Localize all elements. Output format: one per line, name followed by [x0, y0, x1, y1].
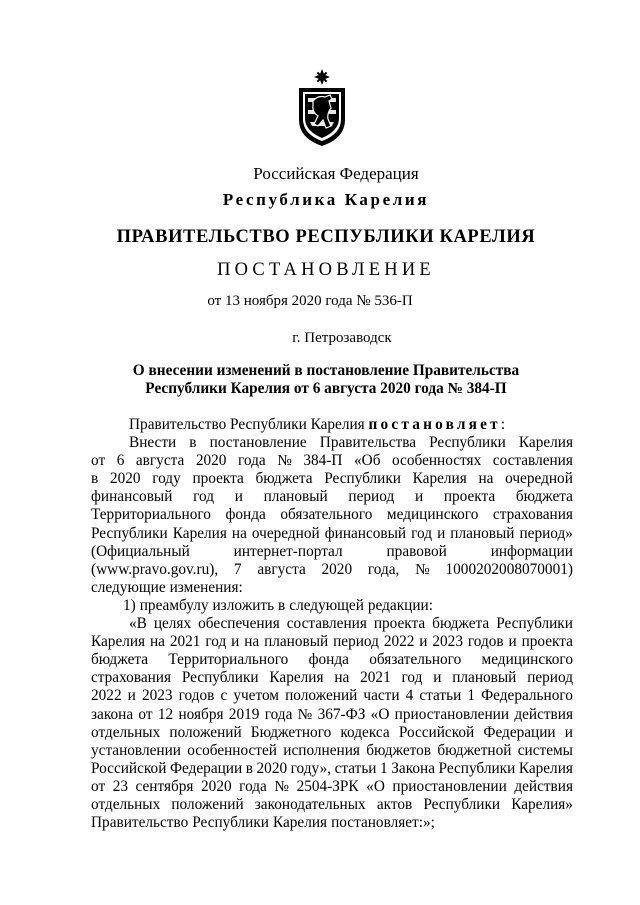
body-word: Правительства	[319, 434, 417, 452]
body-word: очередной	[505, 470, 573, 488]
body-word: преамбулу	[139, 596, 209, 614]
body-word: и	[508, 633, 517, 651]
body-word: период»	[519, 524, 573, 542]
body-word: года	[237, 452, 266, 470]
body-word: год	[411, 524, 433, 542]
body-line	[91, 561, 573, 579]
body-word: и	[564, 723, 573, 741]
body-word: Республики	[324, 470, 401, 488]
body-word: изложить	[212, 596, 275, 614]
body-word: (www.pravo.gov.ru),	[91, 560, 219, 578]
body-word: Республики	[91, 524, 168, 542]
body-word: Внести	[129, 434, 177, 452]
body-word: особенностях	[392, 452, 482, 470]
body-word: Карелия	[172, 524, 227, 542]
document-body	[91, 416, 573, 832]
body-word: №	[297, 705, 313, 723]
body-word: Карелия	[518, 434, 573, 452]
body-word: Республики	[192, 814, 269, 832]
body-word: интернет-портал	[233, 542, 343, 560]
body-word: очередной	[251, 524, 320, 542]
body-word: на	[231, 524, 247, 542]
body-word: плановый	[452, 669, 517, 687]
intro-suffix: :	[500, 416, 506, 433]
body-word: обеспечения	[198, 615, 280, 633]
body-word: Правительство	[91, 814, 189, 832]
body-line	[91, 470, 573, 488]
body-line	[91, 724, 573, 742]
body-word: Республики	[181, 669, 259, 687]
body-word: положений	[285, 687, 358, 705]
body-word: в	[245, 759, 253, 777]
body-word: Карелия	[91, 633, 146, 651]
body-word: августа	[257, 560, 306, 578]
body-line	[91, 760, 573, 778]
intro-verb: постановляет	[368, 416, 501, 433]
body-word: и	[419, 633, 428, 651]
intro-line	[91, 416, 573, 434]
body-line	[91, 525, 573, 543]
body-line	[91, 506, 573, 524]
body-word: следующей	[289, 596, 364, 614]
body-word: год	[401, 669, 423, 687]
body-word: бюджетной	[437, 741, 512, 759]
body-word: период	[348, 488, 395, 506]
body-word: год	[205, 633, 227, 651]
body-word: Республики	[438, 759, 516, 777]
body-word: и	[437, 524, 446, 542]
body-word: действия	[514, 777, 573, 795]
city-name: г. Петрозаводск	[292, 330, 392, 346]
body-word: исполнения	[283, 741, 360, 759]
body-line	[91, 742, 573, 760]
body-word: 384-П	[303, 452, 343, 470]
body-word: сентября	[135, 777, 194, 795]
body-word: законодательных	[254, 795, 366, 813]
body-word: от	[91, 452, 106, 470]
body-word: в	[91, 470, 99, 488]
body-word: части	[363, 687, 400, 705]
body-word: в	[189, 434, 197, 452]
body-word: годов	[178, 687, 215, 705]
body-line	[91, 488, 573, 506]
body-word: года	[264, 705, 293, 723]
body-line	[91, 814, 573, 832]
body-word: системы	[517, 741, 573, 759]
body-word: 2020	[109, 470, 141, 488]
body-line	[91, 633, 573, 651]
body-word: статьи	[334, 759, 377, 777]
body-word: приостановлении	[394, 705, 510, 723]
body-word: Территориального	[168, 651, 289, 669]
body-word: Федерального	[481, 687, 573, 705]
body-word: приостановлении	[392, 777, 507, 795]
body-word: Карелия	[518, 759, 573, 777]
body-word: 2022	[91, 687, 122, 705]
body-word: бюджета	[432, 615, 490, 633]
body-word: 2023	[141, 687, 173, 705]
body-word: 1)	[123, 596, 136, 614]
karelia-coat-of-arms-icon	[296, 68, 348, 148]
body-word: году»,	[290, 759, 332, 777]
body-word: особенностей	[187, 741, 277, 759]
body-word: на	[478, 470, 494, 488]
government-name: ПРАВИТЕЛЬСТВО РЕСПУБЛИКИ КАРЕЛИЯ	[116, 227, 536, 247]
body-word: проекта	[373, 615, 426, 633]
body-word: «О	[370, 705, 390, 723]
body-word: период	[527, 669, 573, 687]
body-word: 2021	[360, 669, 391, 687]
decree-date-number: от 13 ноября 2020 года № 536-П	[207, 293, 413, 309]
body-word: редакции:	[367, 596, 433, 614]
body-word: положений	[169, 723, 242, 741]
body-word: на	[334, 669, 350, 687]
body-word: 7	[233, 560, 242, 578]
body-word: «В	[129, 615, 147, 633]
body-line	[91, 597, 573, 615]
body-word: 1	[467, 687, 475, 705]
body-word: действия	[514, 705, 573, 723]
body-word: «Об	[354, 452, 381, 470]
body-word: на	[244, 633, 260, 651]
body-word: проекта	[192, 470, 244, 488]
body-word: бюджета	[515, 488, 573, 506]
body-word: фонда	[225, 506, 266, 524]
intro-prefix: Правительство Республики Карелия	[129, 416, 365, 433]
country-name: Российская Федерация	[253, 164, 419, 183]
body-line	[91, 452, 573, 470]
body-line	[91, 687, 573, 705]
body-word: информации	[490, 542, 573, 560]
body-word: (Официальный	[91, 542, 190, 560]
body-word: Российской	[398, 723, 475, 741]
body-word: обязательного	[369, 651, 462, 669]
body-word: Республики	[423, 795, 501, 813]
republic-name: Республика Карелия	[222, 190, 430, 209]
document-subject	[6, 362, 640, 398]
body-word: составления	[286, 615, 367, 633]
body-word: №	[277, 452, 292, 470]
body-word: плановый	[450, 524, 515, 542]
body-word: года	[239, 777, 267, 795]
body-word: составления	[492, 452, 573, 470]
body-word: бюджета	[91, 651, 149, 669]
body-word: Российской	[91, 759, 167, 777]
body-word: постановление	[209, 434, 307, 452]
body-word: Федерации	[483, 723, 556, 741]
body-word: актов	[376, 795, 413, 813]
body-word: 23	[112, 777, 128, 795]
body-word: 367-ФЗ	[317, 705, 366, 723]
body-word: Федерации	[169, 759, 243, 777]
subject-line: Республики Карелия от 6 августа 2020 года № 384-П	[145, 380, 507, 397]
body-word: Карелия»	[511, 795, 573, 813]
body-word: статьи	[419, 687, 462, 705]
body-word: проекта	[521, 633, 573, 651]
body-word: от	[138, 705, 153, 723]
body-word: проекта	[443, 488, 496, 506]
body-word: закона	[91, 705, 134, 723]
body-word: положений	[171, 795, 244, 813]
body-word: 2020	[195, 452, 227, 470]
body-line	[91, 778, 573, 796]
body-word: кодекса	[340, 723, 390, 741]
body-word: августа	[135, 452, 185, 470]
body-word: Закона	[391, 759, 435, 777]
body-word: бюджета	[255, 470, 313, 488]
body-word: страхования	[91, 669, 172, 687]
body-word: Территориального	[91, 506, 211, 524]
body-word: и	[433, 669, 442, 687]
body-word: 2019	[228, 705, 260, 723]
body-word: 2020	[201, 777, 232, 795]
body-text	[91, 434, 573, 832]
body-word: фонда	[308, 651, 349, 669]
body-word: учетом	[233, 687, 279, 705]
body-word: и	[414, 488, 424, 506]
body-word: отдельных	[91, 795, 161, 813]
body-line	[91, 651, 573, 669]
body-word: 2020	[321, 560, 353, 578]
body-word: Карелия	[412, 470, 467, 488]
body-line	[91, 669, 573, 687]
body-word: финансовый	[91, 488, 173, 506]
body-line	[91, 434, 573, 452]
body-word: и	[234, 488, 243, 506]
body-word: на	[149, 633, 165, 651]
body-word: 1000202008070001)	[445, 560, 573, 578]
body-word: в	[278, 596, 286, 614]
body-word: №	[274, 777, 290, 795]
body-word: годов	[467, 633, 504, 651]
body-word: целях	[153, 615, 192, 633]
body-word: 2504-ЗРК	[296, 777, 359, 795]
body-word: года,	[367, 560, 400, 578]
body-word: Бюджетного	[250, 723, 332, 741]
body-word: Республики	[496, 615, 573, 633]
body-word: бюджетов	[366, 741, 431, 759]
body-word: правовой	[386, 542, 447, 560]
body-line	[91, 796, 573, 814]
body-word: установлении	[91, 741, 181, 759]
body-word: изменения:	[169, 578, 243, 596]
body-word: «О	[366, 777, 385, 795]
body-word: следующие	[91, 578, 166, 596]
body-word: плановый	[264, 633, 329, 651]
body-word: страхования	[492, 506, 573, 524]
document-type: ПОСТАНОВЛЕНИЕ	[217, 260, 435, 280]
body-word: ноября	[178, 705, 224, 723]
body-line	[91, 706, 573, 724]
body-word: 2022	[383, 633, 415, 651]
body-word: медицинского	[481, 651, 573, 669]
body-word: 4	[405, 687, 414, 705]
body-word: год	[193, 488, 214, 506]
body-word: от	[91, 777, 106, 795]
body-line	[91, 615, 573, 633]
body-word: 6	[116, 452, 125, 470]
body-word: году	[152, 470, 181, 488]
body-word: 2020	[256, 759, 288, 777]
body-word: 2023	[432, 633, 463, 651]
body-word: плановый	[263, 488, 328, 506]
body-word: постановляет:»;	[331, 814, 435, 832]
body-word: с	[220, 687, 228, 705]
body-word: №	[415, 560, 430, 578]
body-word: отдельных	[91, 723, 161, 741]
body-word: 12	[157, 705, 174, 723]
body-word: и	[127, 687, 136, 705]
body-word: 2021	[169, 633, 201, 651]
body-word: период	[333, 633, 379, 651]
body-word: Карелия	[272, 814, 328, 832]
body-word: финансовый	[324, 524, 407, 542]
body-word: Республики	[429, 434, 506, 452]
body-word: обязательного	[280, 506, 373, 524]
body-word: Карелия	[269, 669, 324, 687]
body-line	[91, 543, 573, 561]
body-line	[91, 579, 573, 597]
subject-line: О внесении изменений в постановление Правительства	[132, 362, 520, 379]
body-word: и	[231, 633, 240, 651]
body-word: медицинского	[386, 506, 479, 524]
body-word: 1	[380, 759, 388, 777]
